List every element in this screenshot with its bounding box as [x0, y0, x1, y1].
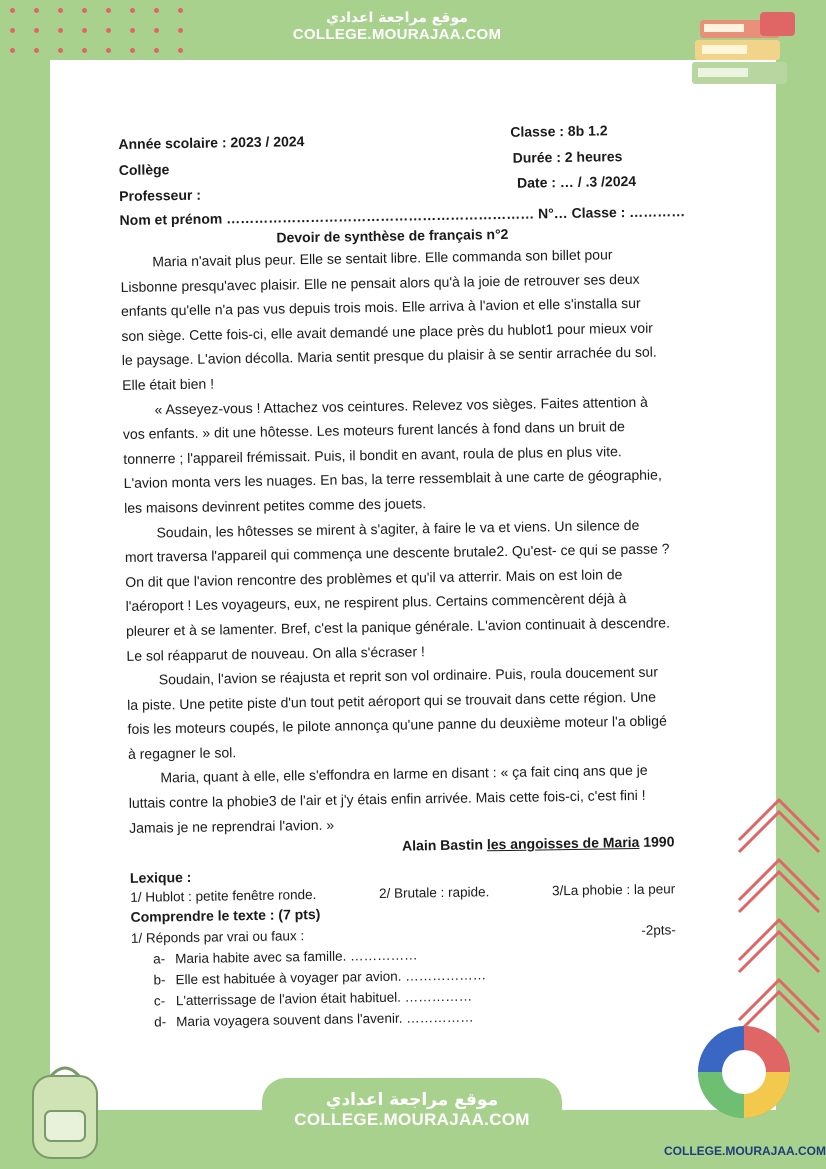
item-text: L'atterrissage de l'avion était habituel. …………… [175, 988, 473, 1009]
comprendre-heading: Comprendre le texte : (7 pts) [130, 906, 321, 926]
decorative-dot [154, 28, 159, 33]
site-url[interactable]: COLLEGE.MOURAJAA.COM [292, 26, 502, 43]
book-title: les angoisses de Maria [486, 834, 640, 853]
book-year: 1990 [643, 833, 675, 851]
decorative-dot [106, 48, 111, 53]
chevron-decoration-icon [734, 790, 824, 1050]
item-letter: a- [153, 951, 166, 967]
date-label: Date : … / .3 /2024 [516, 172, 637, 191]
decorative-dot [178, 8, 183, 13]
decorative-dot [130, 48, 135, 53]
decorative-dot [58, 48, 63, 53]
lexique-heading: Lexique : [129, 869, 192, 887]
question-points: -2pts- [641, 922, 676, 939]
list-item [153, 944, 676, 967]
decorative-dot [82, 28, 87, 33]
decorative-dot [106, 28, 111, 33]
site-banner-bottom[interactable] [262, 1078, 562, 1144]
question-text: 1/ Réponds par vrai ou faux : [130, 928, 305, 947]
college-label: Collège [118, 161, 170, 178]
decorative-dot [130, 28, 135, 33]
duree-label: Durée : 2 heures [512, 148, 623, 166]
paragraph-3: Soudain, les hôtesses se mirent à s'agiter, à faire le va et viens. Un silence de mort traversa l'appareil qui commença une descente brutale2. Qu'est- ce qui se passe ? On dit que l'avion rencontre des problèmes et qu'il va atterrir. Mais on est loin de l'aéroport ! Les voyageurs, eux, ne respirent plus. Certains commencèrent déjà à pleurer et à se lamenter. Bref, c'est la panique générale. L'avion continuait à descendre. Le sol réapparut de nouveau. On alla s'écraser ! [124, 516, 671, 664]
nom-prenom-line: Nom et prénom ………………………………………………………… N°… Classe : ………… [119, 203, 686, 228]
item-text: Elle est habituée à voyager par avion. ……………… [175, 967, 487, 988]
decorative-dot [58, 8, 63, 13]
decorative-dot [178, 28, 183, 33]
decorative-dot [82, 8, 87, 13]
item-letter: d- [154, 1014, 167, 1030]
paragraph-2: « Asseyez-vous ! Attachez vos ceintures. Relevez vos sièges. Faites attention à vos enfants. » dit une hôtesse. Les moteurs furent lancés à fond dans un bruit de tonnerre ; l'appareil frémissait. Puis, il bondit en avant, roula de plus en plus vite. L'avion monta vers les nuages. En bas, la terre ressemblait à une carte de géographie, les maisons devinrent petites comme des jouets. [122, 393, 662, 516]
question-1 [131, 923, 676, 947]
lexique-item: 1/ Hublot : petite fenêtre ronde. [130, 887, 317, 906]
books-icon [690, 10, 810, 100]
site-url[interactable]: COLLEGE.MOURAJAA.COM [294, 1110, 530, 1129]
decorative-dot [82, 48, 87, 53]
site-banner-top[interactable] [262, 6, 532, 58]
decorative-dot [10, 8, 15, 13]
logo-caption[interactable]: COLLEGE.MOURAJAA.COM [664, 1144, 826, 1158]
list-item [154, 1007, 677, 1030]
item-letter: c- [153, 993, 166, 1009]
decorative-dot [178, 48, 183, 53]
decorative-dot [34, 28, 39, 33]
list-item [154, 986, 677, 1009]
annee-scolaire: Année scolaire : 2023 / 2024 [118, 133, 305, 152]
document-body [118, 109, 686, 1036]
item-text: Maria habite avec sa famille. …………… [175, 947, 418, 967]
site-logo-icon [696, 1024, 792, 1120]
header-block [118, 109, 686, 228]
list-item [153, 965, 676, 988]
site-arabic-name: موقع مراجعة اعدادي [326, 10, 468, 26]
author-name: Alain Bastin [401, 836, 484, 854]
paragraph-5: Maria, quant à elle, elle s'effondra en larme en disant : « ça fait cinq ans que je luttais contre la phobie3 de l'air et j'y étais enfin arrivée. Mais cette fois-ci, c'est fini ! Jamais je ne reprendrai l'avion. » [128, 762, 648, 836]
paragraph-1: Maria n'avait plus peur. Elle se sentait libre. Elle commanda son billet pour Lisbonne presqu'avec plaisir. Elle ne pensait alors qu'à la joie de retrouver ses deux enfants qu'elle n'a pas vus depuis trois mois. Elle arriva à l'avion et elle s'installa sur son siège. Cette fois-ci, elle avait demandé une place près du hublot1 pour mieux voir le paysage. L'avion décolla. Maria sentit presque du plaisir à se sentir arrachée du sol. Elle était bien ! [120, 246, 657, 393]
lexique-item: 3/La phobie : la peur [551, 881, 676, 899]
decorative-dot [10, 48, 15, 53]
site-arabic-name: موقع مراجعة اعدادي [325, 1090, 499, 1110]
classe-label: Classe : 8b 1.2 [510, 122, 608, 140]
item-text: Maria voyagera souvent dans l'avenir. …………… [176, 1009, 474, 1030]
paragraph-4: Soudain, l'avion se réajusta et reprit son vol ordinaire. Puis, roula doucement sur la piste. Une petite piste d'un tout petit aéroport qui se trouvait dans cette région. Une fois les moteurs coupés, le pilote annonça qu'une panne du deuxième moteur l'a obligé à regagner le sol. [127, 663, 667, 762]
decorative-dot [34, 8, 39, 13]
decorative-dot [154, 8, 159, 13]
decorative-dot [130, 8, 135, 13]
backpack-icon [15, 1056, 115, 1166]
decorative-dot [34, 48, 39, 53]
lexique-item: 2/ Brutale : rapide. [378, 884, 490, 902]
decorative-dot [106, 8, 111, 13]
page-title: Devoir de synthèse de français n°2 [276, 225, 509, 246]
item-letter: b- [153, 972, 166, 988]
decorative-dot [154, 48, 159, 53]
decorative-dot [10, 28, 15, 33]
decorative-dots [0, 0, 200, 60]
professeur-label: Professeur : [119, 186, 202, 204]
decorative-dot [58, 28, 63, 33]
